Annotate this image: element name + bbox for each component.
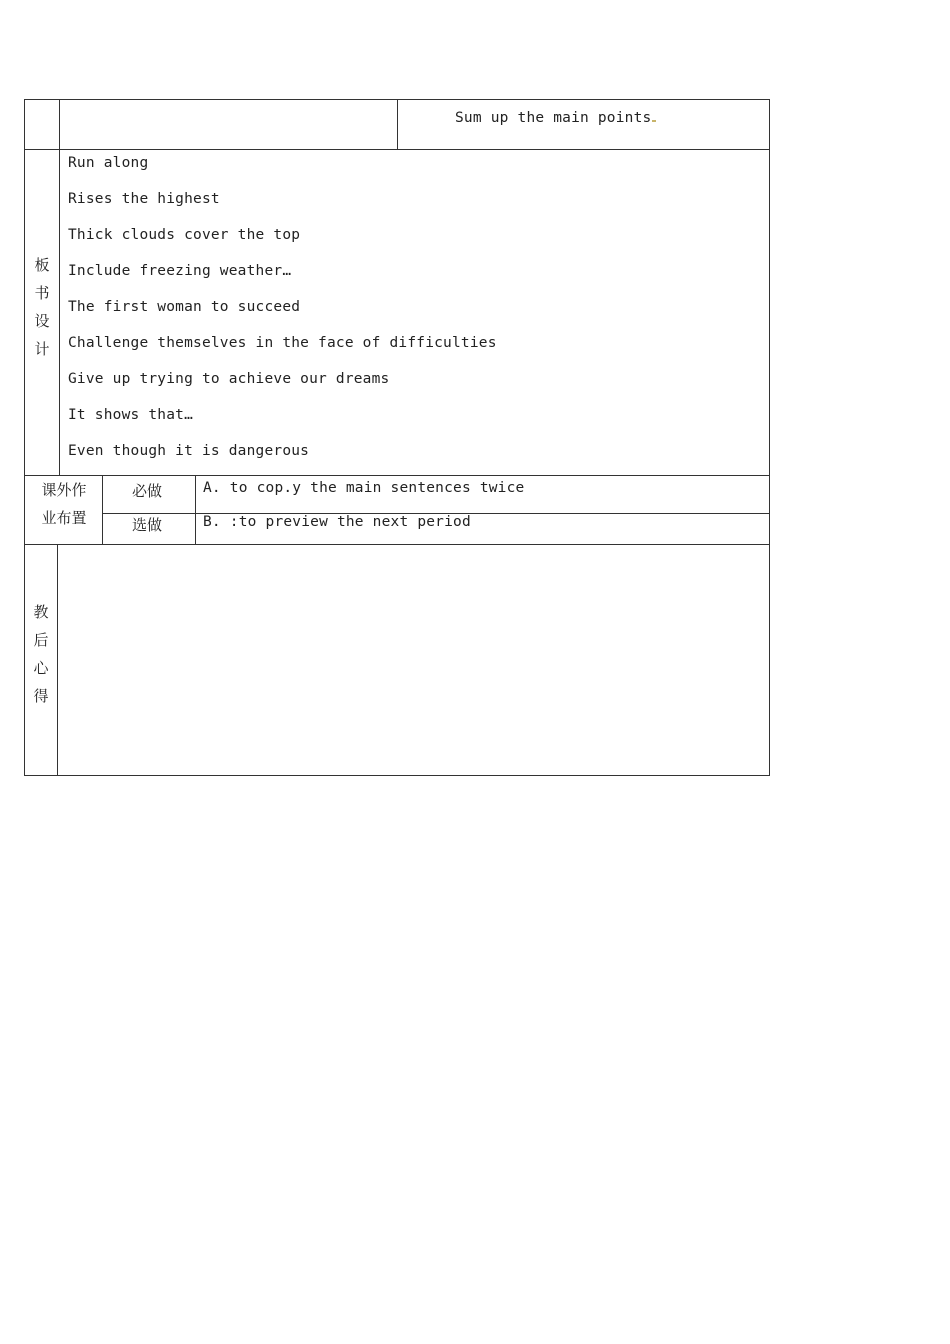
board-line: Include freezing weather…	[68, 263, 292, 279]
board-line: Thick clouds cover the top	[68, 227, 301, 243]
homework-label-divider	[102, 475, 103, 544]
homework-type-divider	[195, 475, 196, 544]
row-divider-board	[24, 149, 770, 150]
board-design-label-char: 书	[34, 284, 50, 302]
board-design-lines	[68, 153, 497, 477]
summary-mark	[652, 120, 656, 122]
board-line: It shows that…	[68, 407, 194, 423]
reflection-label-char: 得	[33, 687, 49, 705]
reflection-label-char: 心	[33, 659, 49, 677]
required-homework-text: A. to cop.y the main sentences twice	[203, 480, 525, 496]
table-border-bottom	[24, 775, 770, 776]
board-line: Challenge themselves in the face of difficulties	[68, 335, 497, 351]
required-label: 必做	[132, 482, 163, 500]
homework-label-line2: 业布置	[41, 509, 87, 527]
reflection-content-area	[60, 547, 766, 772]
reflection-label-char: 后	[33, 631, 49, 649]
label-column-divider	[59, 99, 60, 475]
reflection-label	[24, 598, 58, 710]
optional-label: 选做	[132, 516, 163, 534]
lesson-plan-table	[24, 99, 770, 776]
board-line: Even though it is dangerous	[68, 443, 310, 459]
homework-label-line1: 课外作	[41, 481, 87, 499]
board-design-label	[25, 251, 59, 363]
board-line: Rises the highest	[68, 191, 220, 207]
board-design-label-char: 板	[34, 256, 50, 274]
board-design-label-char: 计	[34, 340, 50, 358]
board-line: The first woman to succeed	[68, 299, 301, 315]
optional-homework-text: B. :to preview the next period	[203, 514, 471, 530]
table-border-right	[769, 99, 770, 776]
board-design-label-char: 设	[34, 312, 50, 330]
summary-text: Sum up the main points	[455, 110, 652, 126]
board-line: Give up trying to achieve our dreams	[68, 371, 390, 387]
top-row-divider	[397, 99, 398, 149]
summary-cell	[455, 110, 656, 126]
row-divider-reflection	[24, 544, 770, 545]
board-line: Run along	[68, 155, 149, 171]
reflection-label-char: 教	[33, 603, 49, 621]
